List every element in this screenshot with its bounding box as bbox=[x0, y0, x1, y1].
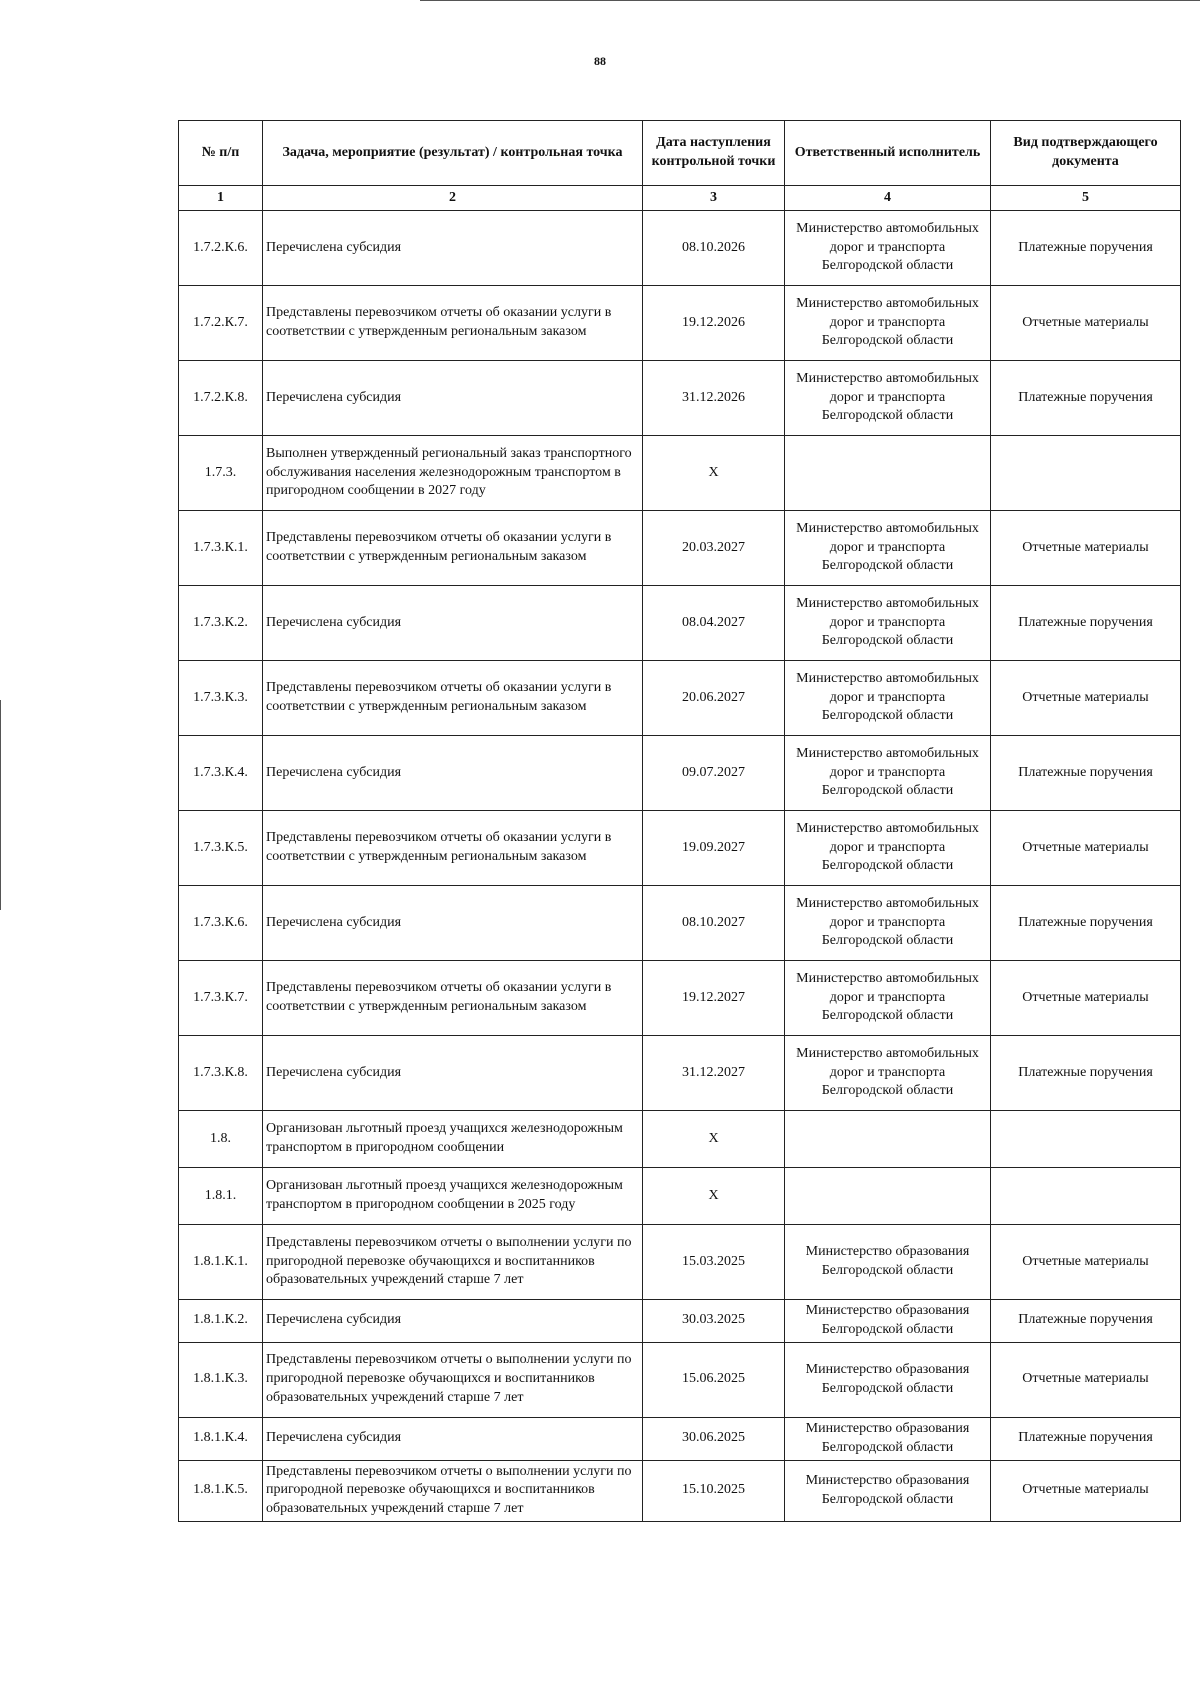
row-task: Представлены перевозчиком отчеты об оказании услуги в соответствии с утвержденным региональным заказом bbox=[263, 661, 643, 736]
row-number: 1.8. bbox=[179, 1111, 263, 1168]
header-date: Дата наступления контрольной точки bbox=[643, 121, 785, 186]
column-number: 2 bbox=[263, 186, 643, 211]
row-task: Представлены перевозчиком отчеты о выполнении услуги по пригородной перевозке обучающихся и воспитанников образовательных учреждений старше 7 лет bbox=[263, 1342, 643, 1417]
table-row bbox=[179, 211, 1181, 286]
row-executor: Министерство автомобильных дорог и транспорта Белгородской области bbox=[785, 736, 991, 811]
row-executor: Министерство автомобильных дорог и транспорта Белгородской области bbox=[785, 586, 991, 661]
row-date: 30.06.2025 bbox=[643, 1417, 785, 1460]
row-document bbox=[991, 1168, 1181, 1225]
row-task: Выполнен утвержденный региональный заказ транспортного обслуживания населения железнодорожным транспортом в пригородном сообщении в 2027 году bbox=[263, 436, 643, 511]
table-row bbox=[179, 736, 1181, 811]
row-document: Отчетные материалы bbox=[991, 961, 1181, 1036]
row-document: Платежные поручения bbox=[991, 1300, 1181, 1343]
row-number: 1.7.3.К.2. bbox=[179, 586, 263, 661]
row-executor: Министерство автомобильных дорог и транспорта Белгородской области bbox=[785, 1036, 991, 1111]
row-task: Представлены перевозчиком отчеты об оказании услуги в соответствии с утвержденным региональным заказом bbox=[263, 811, 643, 886]
row-document: Отчетные материалы bbox=[991, 661, 1181, 736]
table-row bbox=[179, 1460, 1181, 1522]
row-number: 1.7.3.К.6. bbox=[179, 886, 263, 961]
row-date: 19.09.2027 bbox=[643, 811, 785, 886]
table-row bbox=[179, 511, 1181, 586]
row-task: Перечислена субсидия bbox=[263, 886, 643, 961]
table-row bbox=[179, 1225, 1181, 1300]
row-task: Представлены перевозчиком отчеты о выполнении услуги по пригородной перевозке обучающихся и воспитанников образовательных учреждений старше 7 лет bbox=[263, 1460, 643, 1522]
row-document: Платежные поручения bbox=[991, 361, 1181, 436]
row-document: Отчетные материалы bbox=[991, 811, 1181, 886]
header-document: Вид подтверждающего документа bbox=[991, 121, 1181, 186]
row-task: Перечислена субсидия bbox=[263, 361, 643, 436]
row-document: Платежные поручения bbox=[991, 586, 1181, 661]
row-date: 15.03.2025 bbox=[643, 1225, 785, 1300]
row-task: Представлены перевозчиком отчеты об оказании услуги в соответствии с утвержденным региональным заказом bbox=[263, 961, 643, 1036]
page-number: 88 bbox=[594, 54, 606, 68]
row-date: 31.12.2026 bbox=[643, 361, 785, 436]
row-executor: Министерство образования Белгородской области bbox=[785, 1225, 991, 1300]
row-executor: Министерство автомобильных дорог и транспорта Белгородской области bbox=[785, 286, 991, 361]
row-task: Организован льготный проезд учащихся железнодорожным транспортом в пригородном сообщении в 2025 году bbox=[263, 1168, 643, 1225]
control-points-table bbox=[178, 120, 1181, 1522]
row-date: 08.10.2026 bbox=[643, 211, 785, 286]
row-date: 09.07.2027 bbox=[643, 736, 785, 811]
row-document bbox=[991, 1111, 1181, 1168]
row-number: 1.7.3. bbox=[179, 436, 263, 511]
row-executor: Министерство автомобильных дорог и транспорта Белгородской области bbox=[785, 211, 991, 286]
row-executor bbox=[785, 1168, 991, 1225]
row-date: 20.03.2027 bbox=[643, 511, 785, 586]
row-number: 1.7.3.К.5. bbox=[179, 811, 263, 886]
row-executor: Министерство автомобильных дорог и транспорта Белгородской области bbox=[785, 661, 991, 736]
table-row bbox=[179, 961, 1181, 1036]
row-executor: Министерство автомобильных дорог и транспорта Белгородской области bbox=[785, 886, 991, 961]
header-number: № п/п bbox=[179, 121, 263, 186]
row-date: 31.12.2027 bbox=[643, 1036, 785, 1111]
table-row bbox=[179, 811, 1181, 886]
row-executor: Министерство автомобильных дорог и транспорта Белгородской области bbox=[785, 511, 991, 586]
header-task: Задача, мероприятие (результат) / контрольная точка bbox=[263, 121, 643, 186]
row-document: Отчетные материалы bbox=[991, 1460, 1181, 1522]
row-document: Отчетные материалы bbox=[991, 511, 1181, 586]
table-row bbox=[179, 1342, 1181, 1417]
row-document: Отчетные материалы bbox=[991, 286, 1181, 361]
row-executor: Министерство образования Белгородской области bbox=[785, 1460, 991, 1522]
scan-artifact-left bbox=[0, 700, 1, 910]
row-executor: Министерство автомобильных дорог и транспорта Белгородской области bbox=[785, 961, 991, 1036]
row-date: Х bbox=[643, 1168, 785, 1225]
row-document: Платежные поручения bbox=[991, 1417, 1181, 1460]
row-task: Перечислена субсидия bbox=[263, 1300, 643, 1343]
row-executor bbox=[785, 436, 991, 511]
column-number: 4 bbox=[785, 186, 991, 211]
column-number: 5 bbox=[991, 186, 1181, 211]
row-date: Х bbox=[643, 436, 785, 511]
row-executor: Министерство образования Белгородской области bbox=[785, 1342, 991, 1417]
row-task: Представлены перевозчиком отчеты об оказании услуги в соответствии с утвержденным региональным заказом bbox=[263, 286, 643, 361]
row-number: 1.8.1.К.3. bbox=[179, 1342, 263, 1417]
row-date: 08.04.2027 bbox=[643, 586, 785, 661]
row-executor bbox=[785, 1111, 991, 1168]
row-executor: Министерство образования Белгородской области bbox=[785, 1417, 991, 1460]
column-number: 1 bbox=[179, 186, 263, 211]
table-row bbox=[179, 1168, 1181, 1225]
column-number: 3 bbox=[643, 186, 785, 211]
row-task: Перечислена субсидия bbox=[263, 1036, 643, 1111]
row-document: Отчетные материалы bbox=[991, 1342, 1181, 1417]
row-date: 08.10.2027 bbox=[643, 886, 785, 961]
row-number: 1.8.1.К.1. bbox=[179, 1225, 263, 1300]
row-number: 1.7.3.К.3. bbox=[179, 661, 263, 736]
row-number: 1.7.2.К.8. bbox=[179, 361, 263, 436]
row-executor: Министерство автомобильных дорог и транспорта Белгородской области bbox=[785, 811, 991, 886]
table-header-row bbox=[179, 121, 1181, 186]
row-number: 1.7.3.К.1. bbox=[179, 511, 263, 586]
row-date: 19.12.2027 bbox=[643, 961, 785, 1036]
row-document: Платежные поручения bbox=[991, 211, 1181, 286]
row-task: Перечислена субсидия bbox=[263, 736, 643, 811]
row-task: Представлены перевозчиком отчеты о выполнении услуги по пригородной перевозке обучающихся и воспитанников образовательных учреждений старше 7 лет bbox=[263, 1225, 643, 1300]
table-row bbox=[179, 1036, 1181, 1111]
table-row bbox=[179, 436, 1181, 511]
table-row bbox=[179, 586, 1181, 661]
row-executor: Министерство автомобильных дорог и транспорта Белгородской области bbox=[785, 361, 991, 436]
scan-artifact-top bbox=[420, 0, 1200, 1]
table-row bbox=[179, 661, 1181, 736]
row-number: 1.7.3.К.8. bbox=[179, 1036, 263, 1111]
header-executor: Ответственный исполнитель bbox=[785, 121, 991, 186]
row-task: Представлены перевозчиком отчеты об оказании услуги в соответствии с утвержденным региональным заказом bbox=[263, 511, 643, 586]
table-row bbox=[179, 1300, 1181, 1343]
row-task: Перечислена субсидия bbox=[263, 1417, 643, 1460]
table-row bbox=[179, 361, 1181, 436]
row-date: Х bbox=[643, 1111, 785, 1168]
table-row bbox=[179, 1111, 1181, 1168]
row-document: Отчетные материалы bbox=[991, 1225, 1181, 1300]
row-number: 1.7.2.К.6. bbox=[179, 211, 263, 286]
row-number: 1.8.1.К.4. bbox=[179, 1417, 263, 1460]
column-numbers-row bbox=[179, 186, 1181, 211]
row-document: Платежные поручения bbox=[991, 886, 1181, 961]
table-row bbox=[179, 286, 1181, 361]
row-document bbox=[991, 436, 1181, 511]
table-row bbox=[179, 1417, 1181, 1460]
row-date: 15.10.2025 bbox=[643, 1460, 785, 1522]
table-row bbox=[179, 886, 1181, 961]
row-date: 19.12.2026 bbox=[643, 286, 785, 361]
row-date: 15.06.2025 bbox=[643, 1342, 785, 1417]
row-task: Перечислена субсидия bbox=[263, 586, 643, 661]
row-date: 20.06.2027 bbox=[643, 661, 785, 736]
row-number: 1.8.1. bbox=[179, 1168, 263, 1225]
row-number: 1.7.3.К.4. bbox=[179, 736, 263, 811]
row-date: 30.03.2025 bbox=[643, 1300, 785, 1343]
row-task: Организован льготный проезд учащихся железнодорожным транспортом в пригородном сообщении bbox=[263, 1111, 643, 1168]
row-number: 1.7.3.К.7. bbox=[179, 961, 263, 1036]
row-task: Перечислена субсидия bbox=[263, 211, 643, 286]
table-body bbox=[179, 211, 1181, 1522]
row-number: 1.8.1.К.2. bbox=[179, 1300, 263, 1343]
row-document: Платежные поручения bbox=[991, 736, 1181, 811]
row-document: Платежные поручения bbox=[991, 1036, 1181, 1111]
row-number: 1.7.2.К.7. bbox=[179, 286, 263, 361]
row-number: 1.8.1.К.5. bbox=[179, 1460, 263, 1522]
row-executor: Министерство образования Белгородской области bbox=[785, 1300, 991, 1343]
